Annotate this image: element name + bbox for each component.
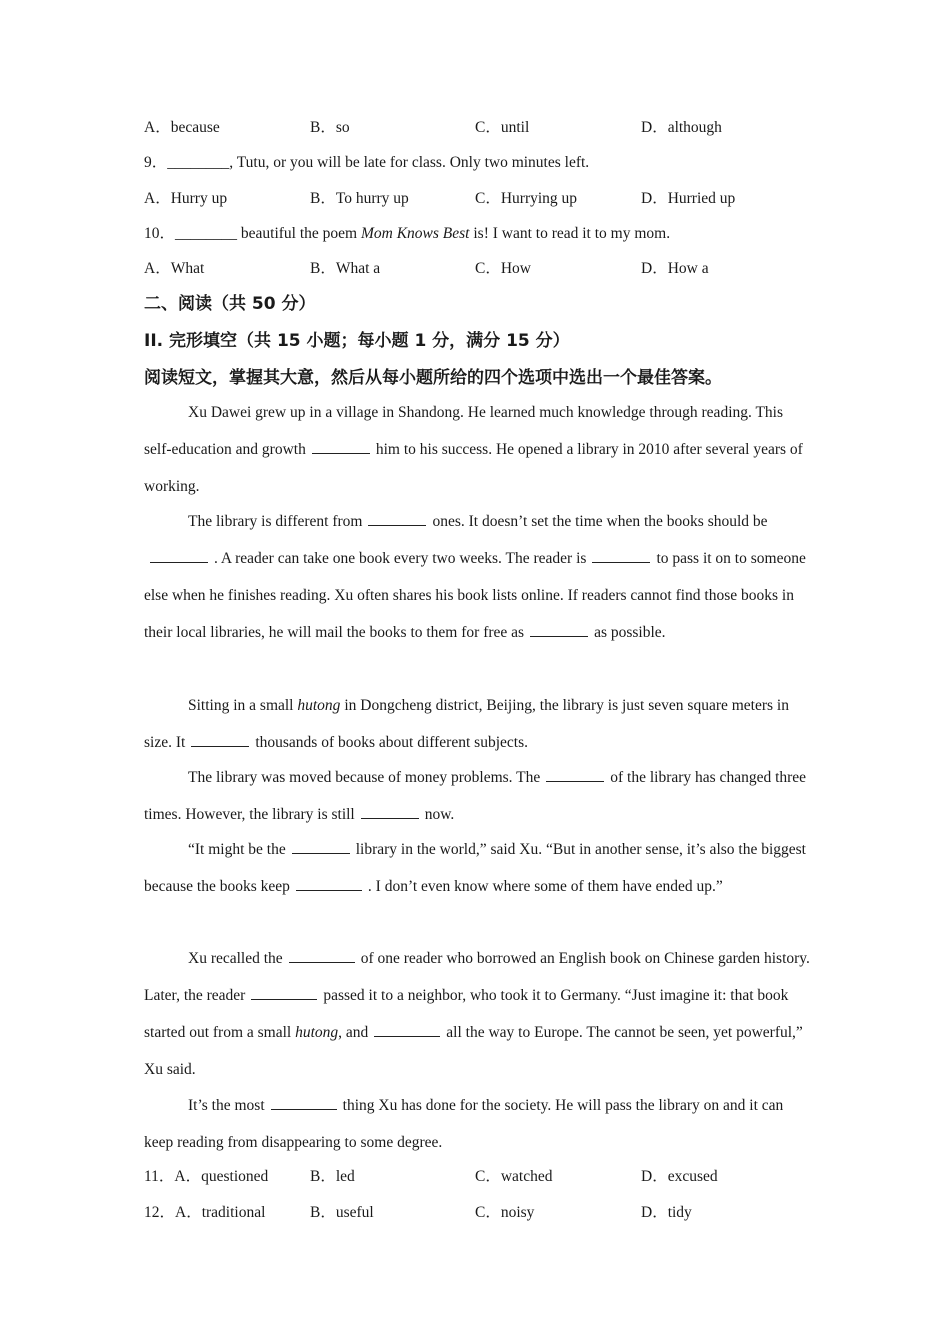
- q9-number: 9．: [144, 154, 168, 171]
- blank-13: [150, 548, 208, 563]
- q9-option-b[interactable]: B．To hurry up: [310, 190, 409, 207]
- p4-text-c: now.: [424, 806, 455, 823]
- p2-text-b: ones. It doesn’t set the time when the books should be: [432, 513, 768, 530]
- q8-option-b[interactable]: B．so: [310, 119, 350, 136]
- section-2-heading: 二、阅读（共 50 分）: [144, 294, 316, 314]
- q8-options: [144, 118, 814, 138]
- q11-option-d[interactable]: D．excused: [641, 1168, 718, 1185]
- p3-text-a: Sitting in a small: [188, 697, 294, 714]
- p5-text-b: library in the world,” said Xu. “But in another sense, it’s also the biggest because the books keep: [144, 841, 806, 895]
- p3-text-b: in Dongcheng district, Beijing, the library is just seven square meters in size. It: [144, 697, 789, 751]
- p6-text-b: of one reader who borrowed an English book on Chinese garden history. Later, the reader: [144, 950, 810, 1004]
- q9-options: [144, 189, 814, 209]
- passage-paragraph-2: [144, 503, 812, 651]
- q12-options: [144, 1203, 814, 1223]
- p4-text-b: of the library has changed three times. However, the library is still: [144, 769, 807, 823]
- p1-text-b: him to his success. He opened a library in 2010 after several years of working.: [144, 441, 803, 495]
- q10-options: [144, 259, 814, 279]
- p6-text-e: all the way to Europe. The cannot be seen, yet powerful,” Xu said.: [144, 1024, 803, 1078]
- q10-option-a[interactable]: A．What: [144, 260, 205, 277]
- passage-paragraph-3: [144, 687, 812, 761]
- p6-text-a: Xu recalled the: [188, 950, 283, 967]
- blank-19: [292, 839, 350, 854]
- blank-22: [251, 985, 317, 1000]
- p4-text-a: The library was moved because of money problems. The: [188, 769, 541, 786]
- p1-text-a: Xu Dawei grew up in a village in Shandong. He learned much knowledge through reading. This self-education and growth: [144, 404, 784, 458]
- blank-12: [368, 511, 426, 526]
- q11-option-c[interactable]: C．watched: [475, 1168, 553, 1185]
- q10-number: 10．: [144, 225, 176, 242]
- q9-option-c[interactable]: C．Hurrying up: [475, 190, 578, 207]
- q12-option-b[interactable]: B．useful: [310, 1204, 374, 1221]
- passage-paragraph-1: [144, 394, 812, 505]
- q8-option-d[interactable]: D．although: [641, 119, 722, 136]
- p3-hutong: hutong: [297, 697, 341, 714]
- blank-23: [374, 1022, 440, 1037]
- p7-text-b: thing Xu has done for the society. He will pass the library on and it can keep reading from disappearing to some degree.: [144, 1097, 784, 1151]
- passage-paragraph-7: [144, 1087, 812, 1161]
- p2-text-c: . A reader can take one book every two weeks. The reader is: [214, 550, 587, 567]
- q9-option-d[interactable]: D．Hurried up: [641, 190, 736, 207]
- q11-options: [144, 1167, 814, 1187]
- p5-text-a: “It might be the: [188, 841, 286, 858]
- blank-18: [361, 804, 419, 819]
- part-2-title: II. 完形填空（共 15 小题；每小题 1 分，满分 15 分）: [144, 331, 570, 351]
- q11-option-a[interactable]: 11．A．questioned: [144, 1168, 269, 1185]
- q9-text: , Tutu, or you will be late for class. Only two minutes left.: [229, 154, 590, 171]
- blank-24: [271, 1095, 337, 1110]
- q10-blank: ________: [175, 225, 238, 242]
- p2-text-a: The library is different from: [188, 513, 363, 530]
- instructions: 阅读短文，掌握其大意，然后从每小题所给的四个选项中选出一个最佳答案。: [144, 368, 722, 388]
- p6-text-d: , and: [338, 1024, 369, 1041]
- q12-option-a[interactable]: 12．A．traditional: [144, 1204, 266, 1221]
- q9-blank: ________: [167, 154, 230, 171]
- blank-21: [289, 948, 355, 963]
- q12-option-c[interactable]: C．noisy: [475, 1204, 535, 1221]
- p7-text-a: It’s the most: [188, 1097, 265, 1114]
- p6-hutong: hutong: [295, 1024, 339, 1041]
- q10-option-b[interactable]: B．What a: [310, 260, 381, 277]
- q11-option-b[interactable]: B．led: [310, 1168, 355, 1185]
- q10-text-post: is! I want to read it to my mom.: [469, 225, 671, 242]
- question-9: [144, 153, 589, 173]
- blank-17: [546, 767, 604, 782]
- p5-text-c: . I don’t even know where some of them have ended up.”: [367, 878, 723, 895]
- q12-option-d[interactable]: D．tidy: [641, 1204, 692, 1221]
- question-10: [144, 224, 670, 244]
- passage-paragraph-6: [144, 940, 812, 1088]
- blank-11: [312, 439, 370, 454]
- blank-15: [530, 622, 588, 637]
- q8-option-c[interactable]: C．until: [475, 119, 530, 136]
- p3-text-c: thousands of books about different subjects.: [255, 734, 528, 751]
- q10-poem-title: Mom Knows Best: [360, 225, 470, 242]
- q10-option-d[interactable]: D．How a: [641, 260, 709, 277]
- blank-14: [592, 548, 650, 563]
- p2-text-e: as possible.: [594, 624, 666, 641]
- p6-text-c: passed it to a neighbor, who took it to Germany. “Just imagine it: that book started out from a small: [144, 987, 789, 1041]
- q8-option-a[interactable]: A．because: [144, 119, 220, 136]
- p2-text-d: to pass it on to someone else when he finishes reading. Xu often shares his book lists online. If readers cannot find those books in their local libraries, he will mail the books to them for free as: [144, 550, 806, 641]
- q10-option-c[interactable]: C．How: [475, 260, 531, 277]
- passage-paragraph-5: [144, 831, 812, 905]
- q10-text-pre: beautiful the poem: [237, 225, 361, 242]
- blank-20: [296, 876, 362, 891]
- q9-option-a[interactable]: A．Hurry up: [144, 190, 228, 207]
- passage-paragraph-4: [144, 759, 812, 833]
- blank-16: [191, 732, 249, 747]
